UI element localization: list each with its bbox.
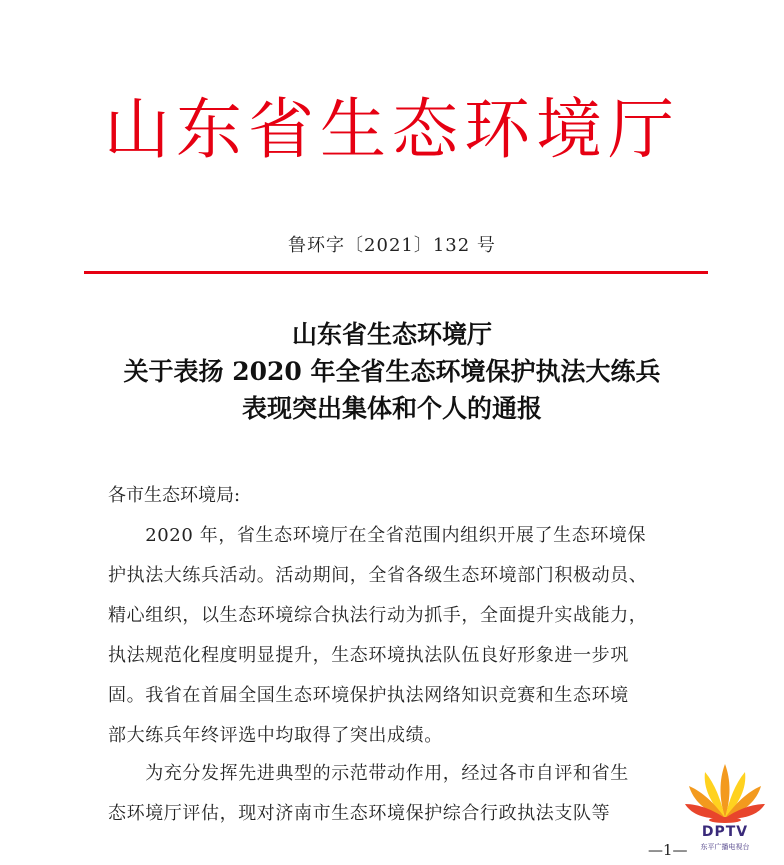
paragraph-line: 态环境厅评估，现对济南市生态环境保护综合行政执法支队等: [108, 803, 611, 824]
notice-title-line: 山东省生态环境厅: [291, 320, 492, 349]
salutation: 各市生态环境局:: [108, 485, 241, 506]
notice-title-line: 关于表扬 2020 年全省生态环境保护执法大练兵: [123, 357, 661, 386]
notice-title-line: 表现突出集体和个人的通报: [241, 394, 542, 423]
dptv-watermark: [684, 760, 766, 860]
document-number: 鲁环字〔2021〕132 号: [288, 235, 496, 256]
paragraph-line: 精心组织，以生态环境综合执法行动为抓手，全面提升实战能力，: [108, 605, 648, 626]
paragraph-line: 护执法大练兵活动。活动期间，全省各级生态环境部门积极动员、: [108, 565, 648, 586]
page-number: —1—: [648, 841, 688, 859]
watermark-subtitle: 东平广播电视台: [700, 843, 750, 851]
paragraph-line: 执法规范化程度明显提升，生态环境执法队伍良好形象进一步巩: [108, 645, 629, 666]
agency-header-title: 山东省生态环境厅: [104, 91, 680, 168]
paragraph-line: 部大练兵年终评选中均取得了突出成绩。: [108, 725, 443, 746]
paragraph-line: 固。我省在首届全国生态环境保护执法网络知识竞赛和生态环境: [108, 685, 629, 706]
body-paragraph: [108, 754, 694, 834]
red-divider-line: [84, 271, 708, 274]
body-paragraph: [108, 516, 694, 756]
lotus-flower-icon: [684, 760, 766, 826]
notice-title: [0, 316, 784, 427]
watermark-brand: DPTV: [701, 824, 749, 840]
paragraph-line: 为充分发挥先进典型的示范带动作用，经过各市自评和省生: [108, 763, 629, 784]
paragraph-line: 2020 年，省生态环境厅在全省范围内组织开展了生态环境保: [108, 525, 647, 546]
